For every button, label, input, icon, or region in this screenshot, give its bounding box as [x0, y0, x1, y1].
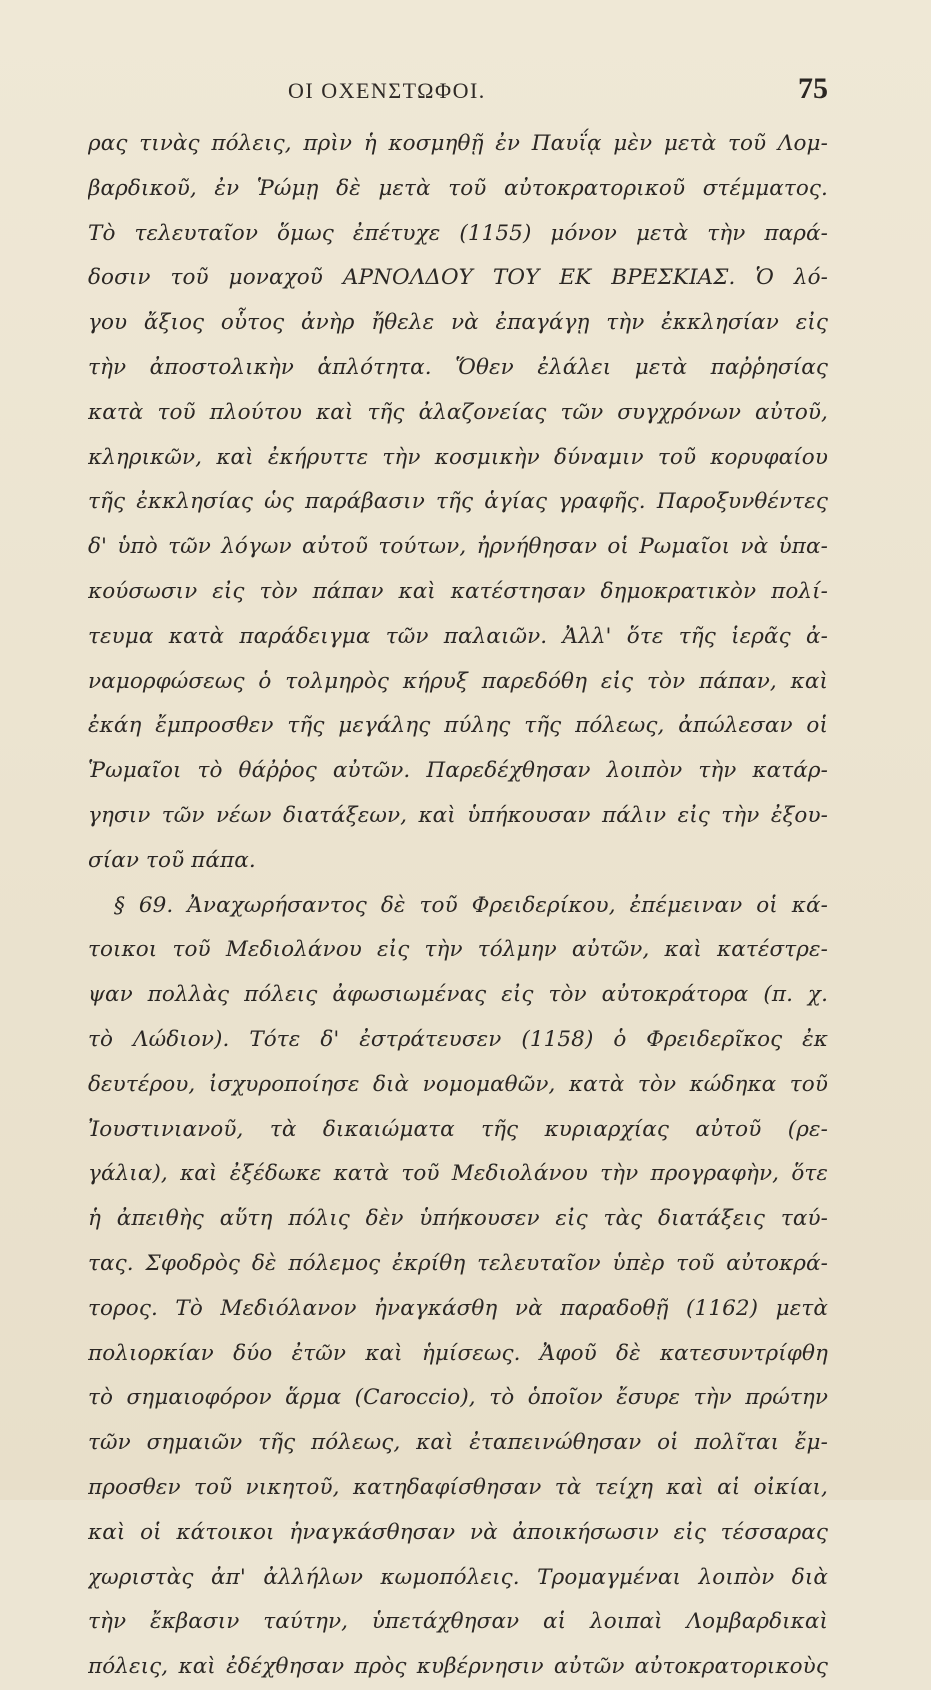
- text-line: πολιορκίαν δύο ἐτῶν καὶ ἡμίσεως. Ἀφοῦ δὲ κατεσυντρίφθη: [88, 1340, 828, 1366]
- text-line: ἡ ἀπειθὴς αὕτη πόλις δὲν ὑπήκουσεν εἰς τὰς διατάξεις ταύ-: [88, 1206, 828, 1232]
- running-head: [88, 72, 828, 112]
- text-line: σίαν τοῦ πάπα.: [88, 847, 256, 873]
- body-text: [88, 122, 828, 1690]
- text-line: γησιν τῶν νέων διατάξεων, καὶ ὑπήκουσαν πάλιν εἰς τὴν ἐξου-: [88, 802, 828, 828]
- text-line: ψαν πολλὰς πόλεις ἀφωσιωμένας εἰς τὸν αὐτοκράτορα (π. χ.: [88, 982, 828, 1008]
- text-line: χωριστὰς ἀπ' ἀλλήλων κωμοπόλεις. Τρομαγμέναι λοιπὸν διὰ: [88, 1564, 828, 1590]
- text-line: προσθεν τοῦ νικητοῦ, κατηδαφίσθησαν τὰ τείχη καὶ αἱ οἰκίαι,: [88, 1474, 828, 1500]
- text-line: ρας τινὰς πόλεις, πρὶν ἡ κοσμηθῇ ἐν Παυΐᾳ μὲν μετὰ τοῦ Λομ-: [88, 131, 828, 156]
- text-line: καὶ οἱ κάτοικοι ἠναγκάσθησαν νὰ ἀποικήσωσιν εἰς τέσσαρας: [88, 1519, 828, 1545]
- text-line: δ' ὑπὸ τῶν λόγων αὐτοῦ τούτων, ἠρνήθησαν οἱ Ρωμαῖοι νὰ ὑπα-: [88, 534, 828, 560]
- text-line: τας. Σφοδρὸς δὲ πόλεμος ἐκρίθη τελευταῖον ὑπὲρ τοῦ αὐτοκρά-: [88, 1250, 828, 1276]
- text-line: τὴν ἔκβασιν ταύτην, ὑπετάχθησαν αἱ λοιπαὶ Λομβαρδικαὶ: [88, 1609, 828, 1635]
- text-line: Τὸ τελευταῖον ὅμως ἐπέτυχε (1155) μόνον μετὰ τὴν παρά-: [88, 220, 828, 246]
- text-line: τῶν σημαιῶν τῆς πόλεως, καὶ ἐταπεινώθησαν οἱ πολῖται ἔμ-: [88, 1430, 828, 1456]
- text-line: δοσιν τοῦ μοναχοῦ ΑΡΝΟΛΔΟΥ ΤΟΥ ΕΚ ΒΡΕΣΚΙΑΣ. Ὁ λό-: [88, 265, 828, 291]
- text-line: § 69. Ἀναχωρήσαντος δὲ τοῦ Φρειδερίκου, ἐπέμειναν οἱ κά-: [114, 892, 828, 918]
- text-line: βαρδικοῦ, ἐν Ῥώμῃ δὲ μετὰ τοῦ αὐτοκρατορικοῦ στέμματος.: [88, 175, 828, 201]
- text-line: ἐκάη ἔμπροσθεν τῆς μεγάλης πύλης τῆς πόλεως, ἀπώλεσαν οἱ: [88, 713, 828, 739]
- page-number: 75: [798, 72, 828, 105]
- text-line: κούσωσιν εἰς τὸν πάπαν καὶ κατέστησαν δημοκρατικὸν πολί-: [88, 578, 828, 604]
- text-line: τὴν ἀποστολικὴν ἁπλότητα. Ὅθεν ἐλάλει μετὰ παῤῥησίας: [88, 354, 828, 380]
- text-line: κληρικῶν, καὶ ἐκήρυττε τὴν κοσμικὴν δύναμιν τοῦ κορυφαίου: [88, 444, 828, 470]
- text-line: κατὰ τοῦ πλούτου καὶ τῆς ἀλαζονείας τῶν συγχρόνων αὐτοῦ,: [88, 399, 828, 425]
- text-line: πόλεις, καὶ ἐδέχθησαν πρὸς κυβέρνησιν αὐτῶν αὐτοκρατορικοὺς: [88, 1654, 828, 1680]
- text-line: τοικοι τοῦ Μεδιολάνου εἰς τὴν τόλμην αὐτῶν, καὶ κατέστρε-: [88, 937, 828, 963]
- text-line: τευμα κατὰ παράδειγμα τῶν παλαιῶν. Ἀλλ' ὅτε τῆς ἱερᾶς ἀ-: [88, 623, 828, 649]
- text-line: γάλια), καὶ ἐξέδωκε κατὰ τοῦ Μεδιολάνου τὴν προγραφὴν, ὅτε: [88, 1161, 828, 1187]
- text-line: ναμορφώσεως ὁ τολμηρὸς κήρυξ παρεδόθη εἰς τὸν πάπαν, καὶ: [88, 668, 828, 694]
- text-line: Ῥωμαῖοι τὸ θάῤῥος αὐτῶν. Παρεδέχθησαν λοιπὸν τὴν κατάρ-: [88, 758, 828, 784]
- text-line: Ἰουστινιανοῦ, τὰ δικαιώματα τῆς κυριαρχίας αὐτοῦ (ρε-: [88, 1116, 828, 1142]
- text-line: τὸ σημαιοφόρον ἅρμα (Caroccio), τὸ ὁποῖον ἔσυρε τὴν πρώτην: [88, 1385, 828, 1411]
- text-line: δευτέρου, ἰσχυροποίησε διὰ νομομαθῶν, κατὰ τὸν κώδηκα τοῦ: [88, 1071, 828, 1097]
- text-line: τορος. Τὸ Μεδιόλανον ἠναγκάσθη νὰ παραδοθῇ (1162) μετὰ: [88, 1295, 828, 1321]
- text-line: τῆς ἐκκλησίας ὡς παράβασιν τῆς ἁγίας γραφῆς. Παροξυνθέντες: [88, 489, 828, 515]
- text-line: τὸ Λώδιον). Τότε δ' ἐστράτευσεν (1158) ὁ Φρειδερῖκος ἐκ: [88, 1026, 828, 1052]
- running-title: ΟΙ ΟΧΕΝΣΤΩΦΟΙ.: [288, 78, 486, 103]
- text-line: γου ἄξιος οὗτος ἀνὴρ ἤθελε νὰ ἐπαγάγῃ τὴν ἐκκλησίαν εἰς: [88, 310, 828, 336]
